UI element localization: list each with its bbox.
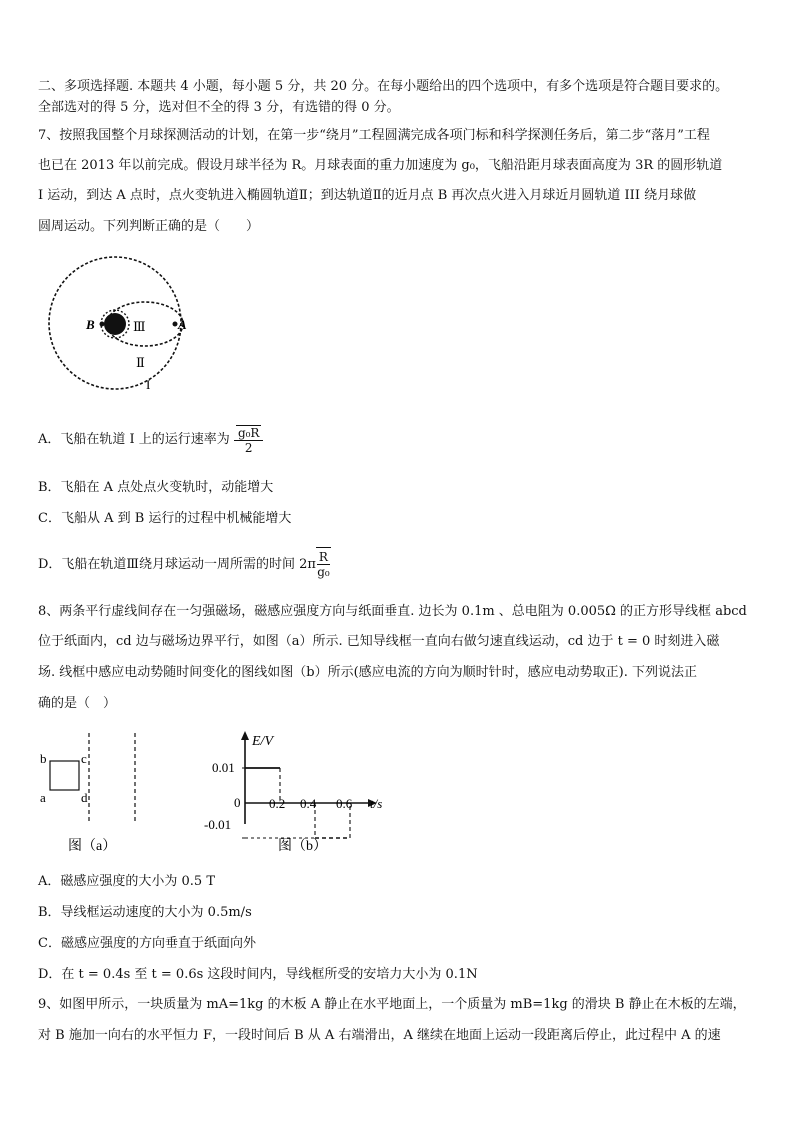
q8-stem-line1: 8、两条平行虚线间存在一匀强磁场，磁感应强度方向与纸面垂直. 边长为 0.1m 、总电阻为 0.005Ω 的正方形导线框 abcd [38, 604, 747, 619]
q8-option-c: C．磁感应强度的方向垂直于纸面向外 [38, 936, 256, 951]
point-a-dot [173, 322, 178, 327]
label-a: A [178, 317, 187, 332]
q8-option-b: B．导线框运动速度的大小为 0.5m/s [38, 905, 252, 920]
origin-label: 0 [234, 795, 241, 810]
tick-label-ytop: 0.01 [212, 760, 235, 775]
caption-a: 图（a） [68, 839, 117, 854]
y-axis-arrow [241, 731, 249, 740]
q7-option-b: B．飞船在 A 点处点火变轨时，动能增大 [38, 480, 274, 495]
q8-stem-line4: 确的是（ ） [38, 696, 117, 711]
q7-option-a: A．飞船在轨道 I 上的运行速率为 $\frac{\text{g₀R}}{2}$ [38, 423, 263, 457]
q7-option-c: C．飞船从 A 到 B 运行的过程中机械能增大 [38, 511, 292, 526]
q9-stem-line1: 9、如图甲所示，一块质量为 mA=1kg 的木板 A 静止在水平地面上，一个质量为 mB=1kg 的滑块 B 静止在木板的左端， [38, 997, 746, 1012]
tick-label-t1: 0.2 [269, 796, 286, 811]
corner-a: a [40, 790, 46, 805]
corner-b: b [40, 751, 47, 766]
tick-label-t3: 0.6 [336, 796, 353, 811]
section-header-line1: 二、多项选择题. 本题共 4 小题，每小题 5 分，共 20 分。在每小题给出的四个选项中，有多个选项是符合题目要求的。 [38, 79, 729, 94]
q7-stem-line3: I 运动，到达 A 点时，点火变轨进入椭圆轨道Ⅱ；到达轨道Ⅱ的近月点 B 再次点火进入月球近月圆轨道 III 绕月球做 [38, 188, 697, 203]
q7-stem-line4: 圆周运动。下列判断正确的是（ ） [38, 219, 260, 234]
q8-stem-line2: 位于纸面内，cd 边与磁场边界平行，如图（a）所示. 已知导线框一直向右做匀速直线运动，cd 边于 t = 0 时刻进入磁 [38, 634, 720, 649]
corner-d: d [81, 790, 88, 805]
q7-option-a-formula: $\frac{\text{g₀R}}{2}$ [234, 425, 264, 455]
q7-stem-line1: 7、按照我国整个月球探测活动的计划，在第一步“绕月”工程圆满完成各项门标和科学探测任务后，第二步“落月”工程 [38, 128, 710, 143]
y-axis-label: E/V [252, 734, 273, 749]
label-b: B [86, 317, 95, 332]
orbit-diagram [40, 255, 190, 395]
label-orbit-iii: Ⅲ [133, 319, 146, 334]
section-header-line2: 全部选对的得 5 分，选对但不全的得 3 分，有选错的得 0 分。 [38, 100, 400, 115]
q7-option-d: D．飞船在轨道Ⅲ绕月球运动一周所需的时间 2π $\frac{R}{\text{g₀}}$ [38, 547, 331, 582]
label-orbit-i: I [146, 377, 151, 392]
point-b-dot [100, 322, 105, 327]
corner-c: c [81, 751, 87, 766]
q9-stem-line2: 对 B 施加一向右的水平恒力 F，一段时间后 B 从 A 右端滑出，A 继续在地面上运动一段距离后停止，此过程中 A 的速 [38, 1028, 721, 1043]
q7-stem-line2: 也已在 2013 年以前完成。假设月球半径为 R。月球表面的重力加速度为 g₀，飞船沿距月球表面高度为 3R 的圆形轨道 [38, 158, 723, 173]
label-orbit-ii: Ⅱ [136, 355, 145, 370]
x-axis-label: t/s [370, 796, 383, 811]
tick-label-t2: 0.4 [300, 796, 317, 811]
figure-b-chart [200, 728, 400, 856]
q8-option-d: D．在 t = 0.4s 至 t = 0.6s 这段时间内，导线框所受的安培力大小为 0.1N [38, 967, 478, 982]
q8-option-a: A．磁感应强度的大小为 0.5 T [38, 874, 215, 889]
moon [104, 313, 126, 335]
caption-b: 图（b） [278, 839, 327, 854]
figure-a [38, 728, 158, 856]
square-loop [50, 761, 79, 790]
tick-label-ybot: -0.01 [204, 817, 232, 832]
q8-stem-line3: 场. 线框中感应电动势随时间变化的图线如图（b）所示(感应电流的方向为顺时针时，感应电动势取正). 下列说法正 [38, 665, 697, 680]
